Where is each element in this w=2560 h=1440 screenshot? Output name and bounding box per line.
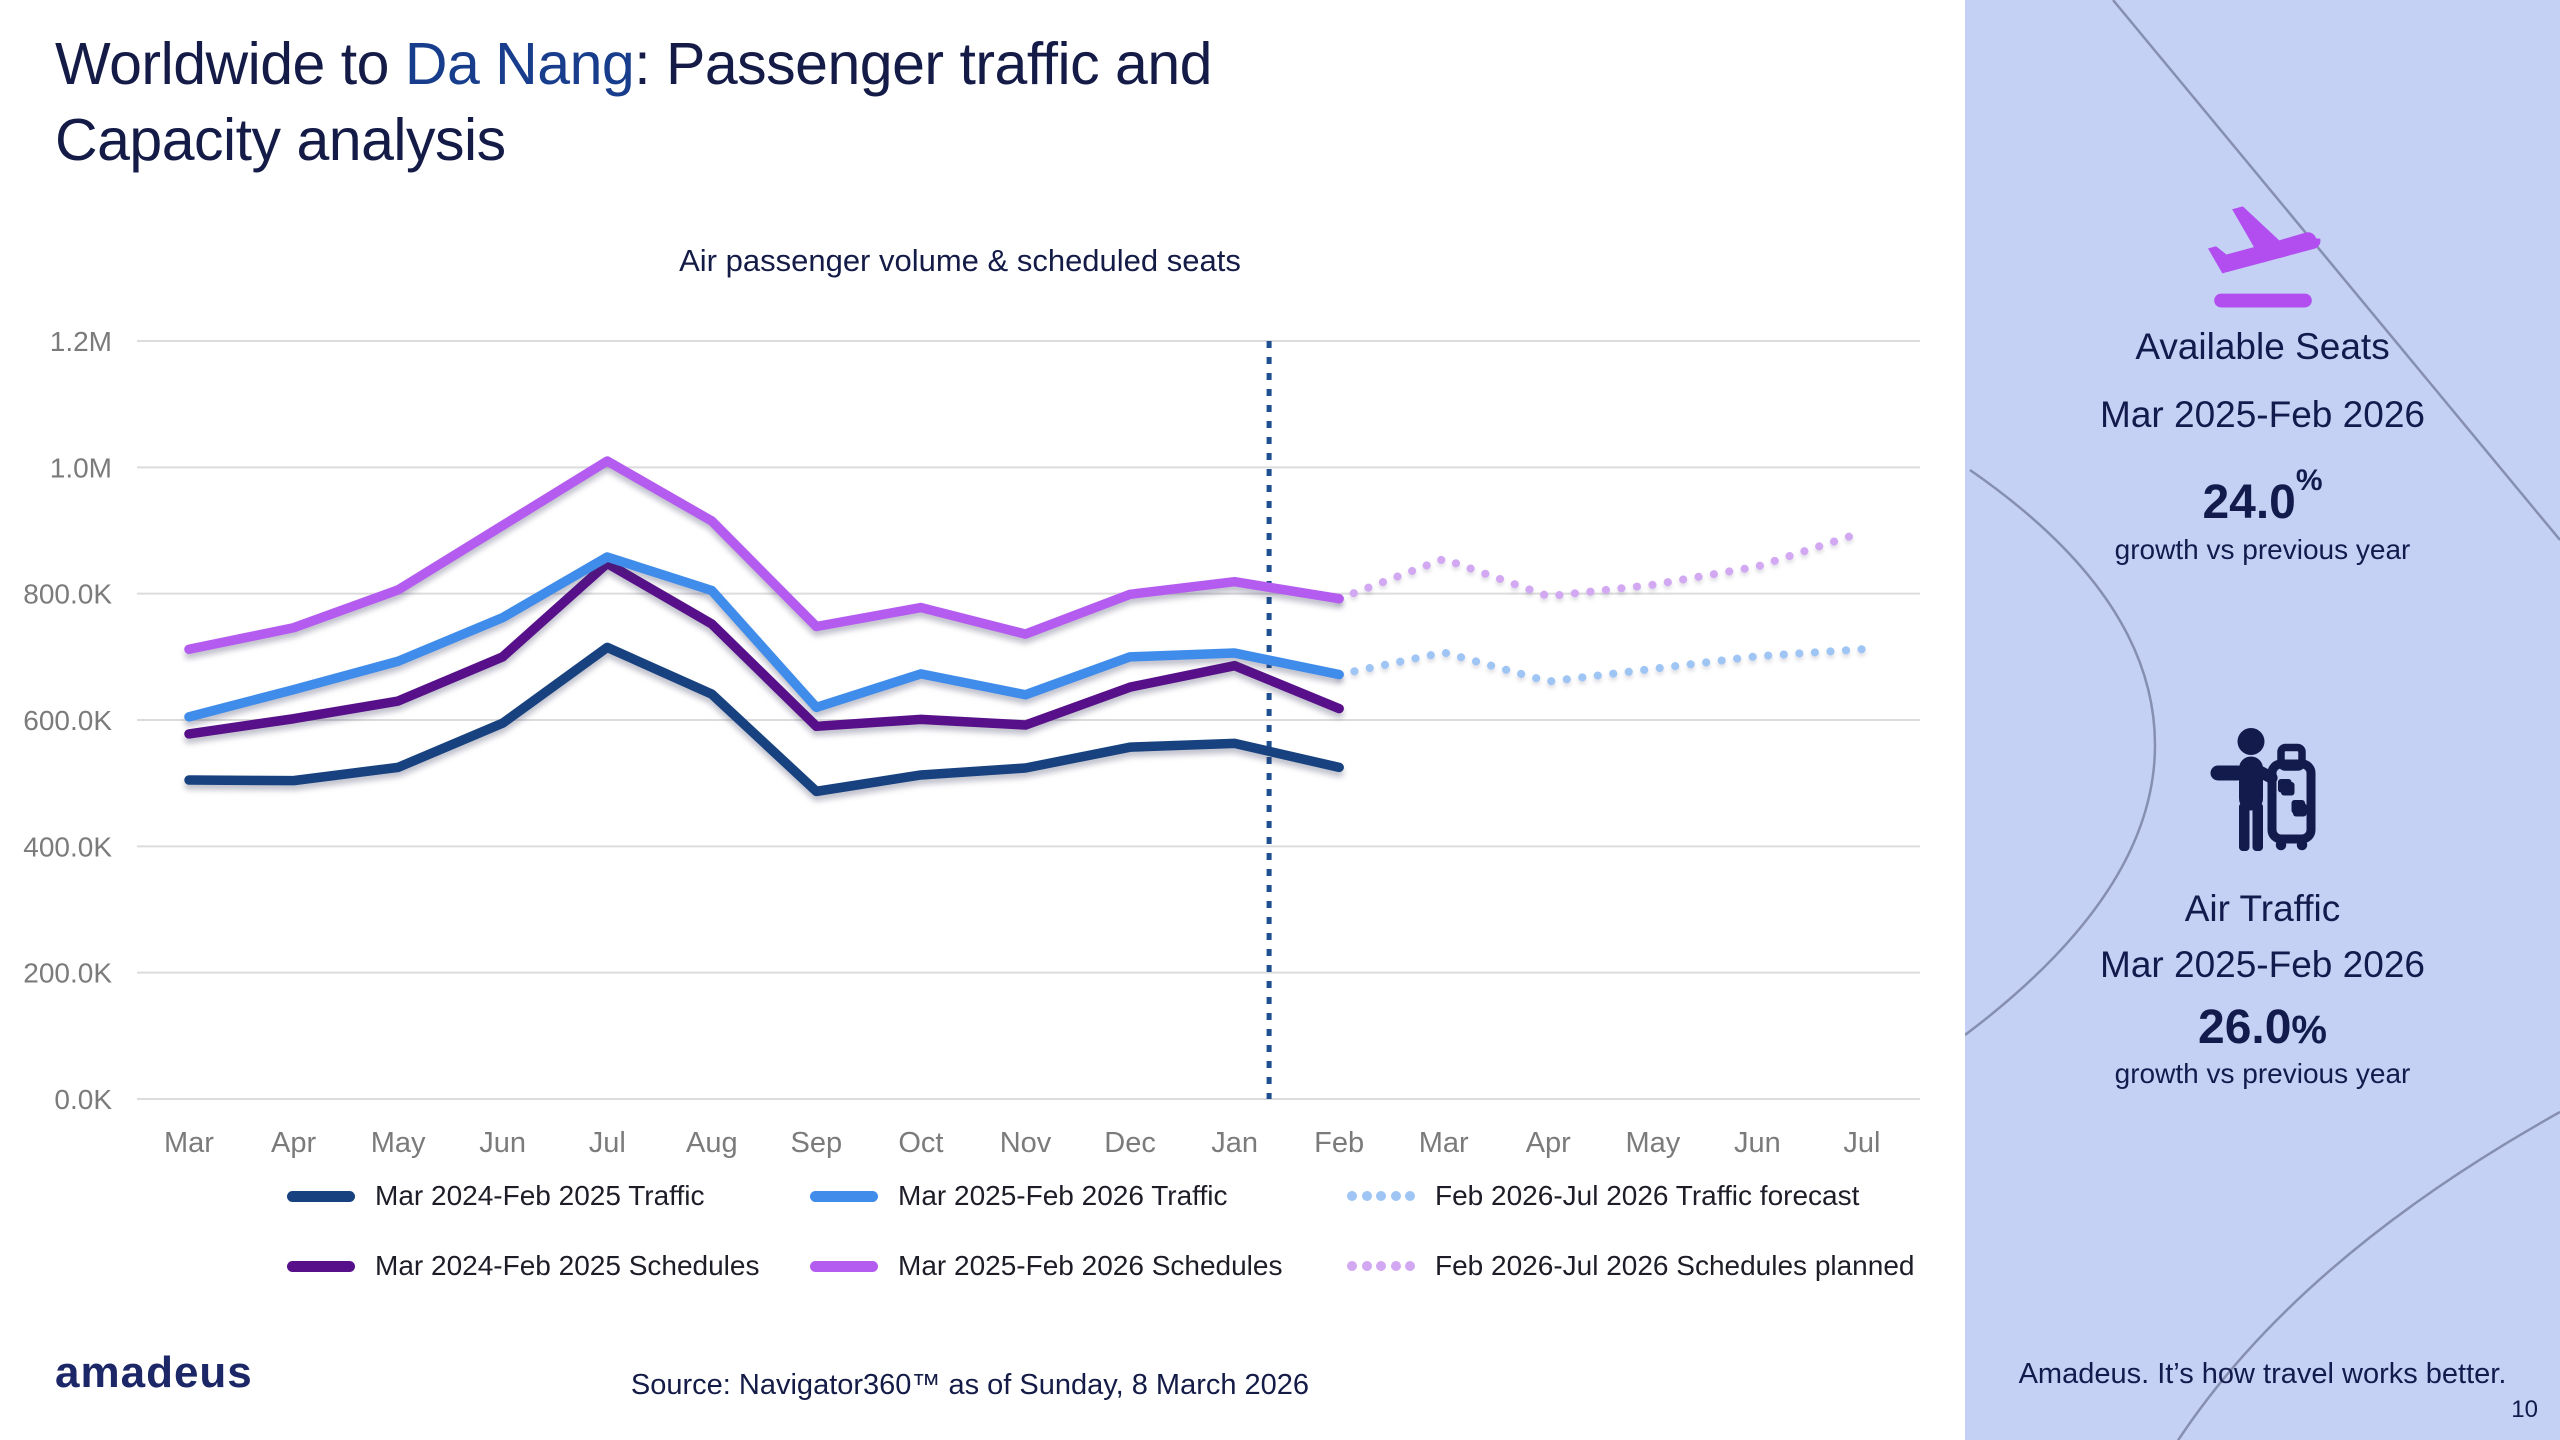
x-axis-tick-label: Nov <box>999 1127 1052 1159</box>
y-axis-tick-label: 1.2M <box>49 326 112 357</box>
x-axis-tick-label: Jul <box>1843 1127 1881 1159</box>
page-number: 10 <box>2511 1396 2538 1423</box>
y-axis-tick-label: 200.0K <box>23 957 112 989</box>
seats-kpi-caption: growth vs previous year <box>2114 534 2411 565</box>
y-axis-tick-label: 0.0K <box>54 1084 112 1115</box>
x-axis-tick-label: Apr <box>1525 1127 1571 1159</box>
series-line-5 <box>1339 532 1862 598</box>
y-axis-tick-label: 1.0M <box>49 452 112 484</box>
series-line-4 <box>189 461 1339 649</box>
legend-item-schedules-planned <box>1347 1249 1914 1283</box>
title-line1: Worldwide to Da Nang: Passenger traffic and <box>55 31 1212 97</box>
legend-swatch-curr-schedules <box>810 1261 878 1272</box>
x-axis-tick-label: Apr <box>270 1127 317 1159</box>
traffic-kpi-title: Air Traffic <box>2184 888 2341 929</box>
title-highlight: Da Nang <box>404 31 635 97</box>
x-axis-tick-label: May <box>370 1127 426 1159</box>
x-axis-tick-label: Oct <box>898 1127 944 1159</box>
legend-label: Mar 2025-Feb 2026 Schedules <box>898 1250 1283 1281</box>
source-note: Source: Navigator360™ as of Sunday, 8 March 2026 <box>630 1369 1310 1401</box>
brand-tagline: Amadeus. It’s how travel works better. <box>2018 1358 2507 1390</box>
title-line2: Capacity analysis <box>55 107 506 173</box>
legend-label: Mar 2024-Feb 2025 Traffic <box>375 1180 705 1211</box>
legend-label: Feb 2026-Jul 2026 Schedules planned <box>1435 1250 1915 1281</box>
x-axis-tick-label: May <box>1625 1127 1681 1159</box>
x-axis-tick-label: Jun <box>479 1127 527 1159</box>
y-axis-tick-label: 600.0K <box>23 705 112 736</box>
series-line-2 <box>1339 649 1862 681</box>
x-axis-tick-label: Jan <box>1211 1127 1258 1159</box>
series-line-1 <box>189 557 1339 717</box>
legend-swatch-prev-traffic <box>287 1191 355 1202</box>
amadeus-logo: amadeus <box>55 1348 253 1397</box>
legend-swatch-traffic-forecast <box>1347 1191 1415 1201</box>
plane-takeoff-icon <box>1965 196 2560 323</box>
x-axis-tick-label: Dec <box>1104 1127 1156 1159</box>
seats-kpi-title: Available Seats <box>2135 326 2390 367</box>
x-axis-tick-label: Sep <box>790 1127 843 1159</box>
legend-swatch-prev-schedules <box>287 1261 355 1272</box>
legend-label: Feb 2026-Jul 2026 Traffic forecast <box>1435 1180 1860 1211</box>
y-axis-tick-label: 400.0K <box>23 831 112 863</box>
legend-item-prev-schedules <box>287 1249 759 1283</box>
x-axis-tick-label: Mar <box>1418 1127 1469 1159</box>
x-axis-tick-label: Jun <box>1734 1127 1781 1159</box>
chart-title: Air passenger volume & scheduled seats <box>679 243 1241 278</box>
x-axis-tick-label: Aug <box>685 1127 738 1159</box>
y-axis-tick-label: 800.0K <box>23 578 112 610</box>
legend-item-curr-traffic <box>810 1179 1227 1213</box>
legend-label: Mar 2025-Feb 2026 Traffic <box>898 1180 1228 1211</box>
traveler-luggage-icon <box>1965 728 2560 859</box>
legend-item-traffic-forecast <box>1347 1179 1859 1213</box>
legend-item-curr-schedules <box>810 1249 1282 1283</box>
legend-label: Mar 2024-Feb 2025 Schedules <box>375 1250 760 1281</box>
legend-swatch-curr-traffic <box>810 1191 878 1202</box>
seats-kpi-period: Mar 2025-Feb 2026 <box>2100 394 2425 435</box>
legend-item-prev-traffic <box>287 1179 704 1213</box>
x-axis-tick-label: Feb <box>1314 1127 1365 1159</box>
x-axis-tick-label: Jul <box>588 1127 626 1159</box>
seats-kpi-value: 24.0% <box>2202 464 2323 529</box>
traffic-kpi-caption: growth vs previous year <box>2114 1058 2411 1089</box>
kpi-sidebar <box>1965 0 2560 1440</box>
legend-swatch-schedules-planned <box>1347 1261 1415 1271</box>
x-axis-tick-label: Mar <box>164 1127 214 1159</box>
traffic-kpi-period: Mar 2025-Feb 2026 <box>2100 944 2425 985</box>
traffic-kpi-value: 26.0% <box>2198 1001 2327 1054</box>
